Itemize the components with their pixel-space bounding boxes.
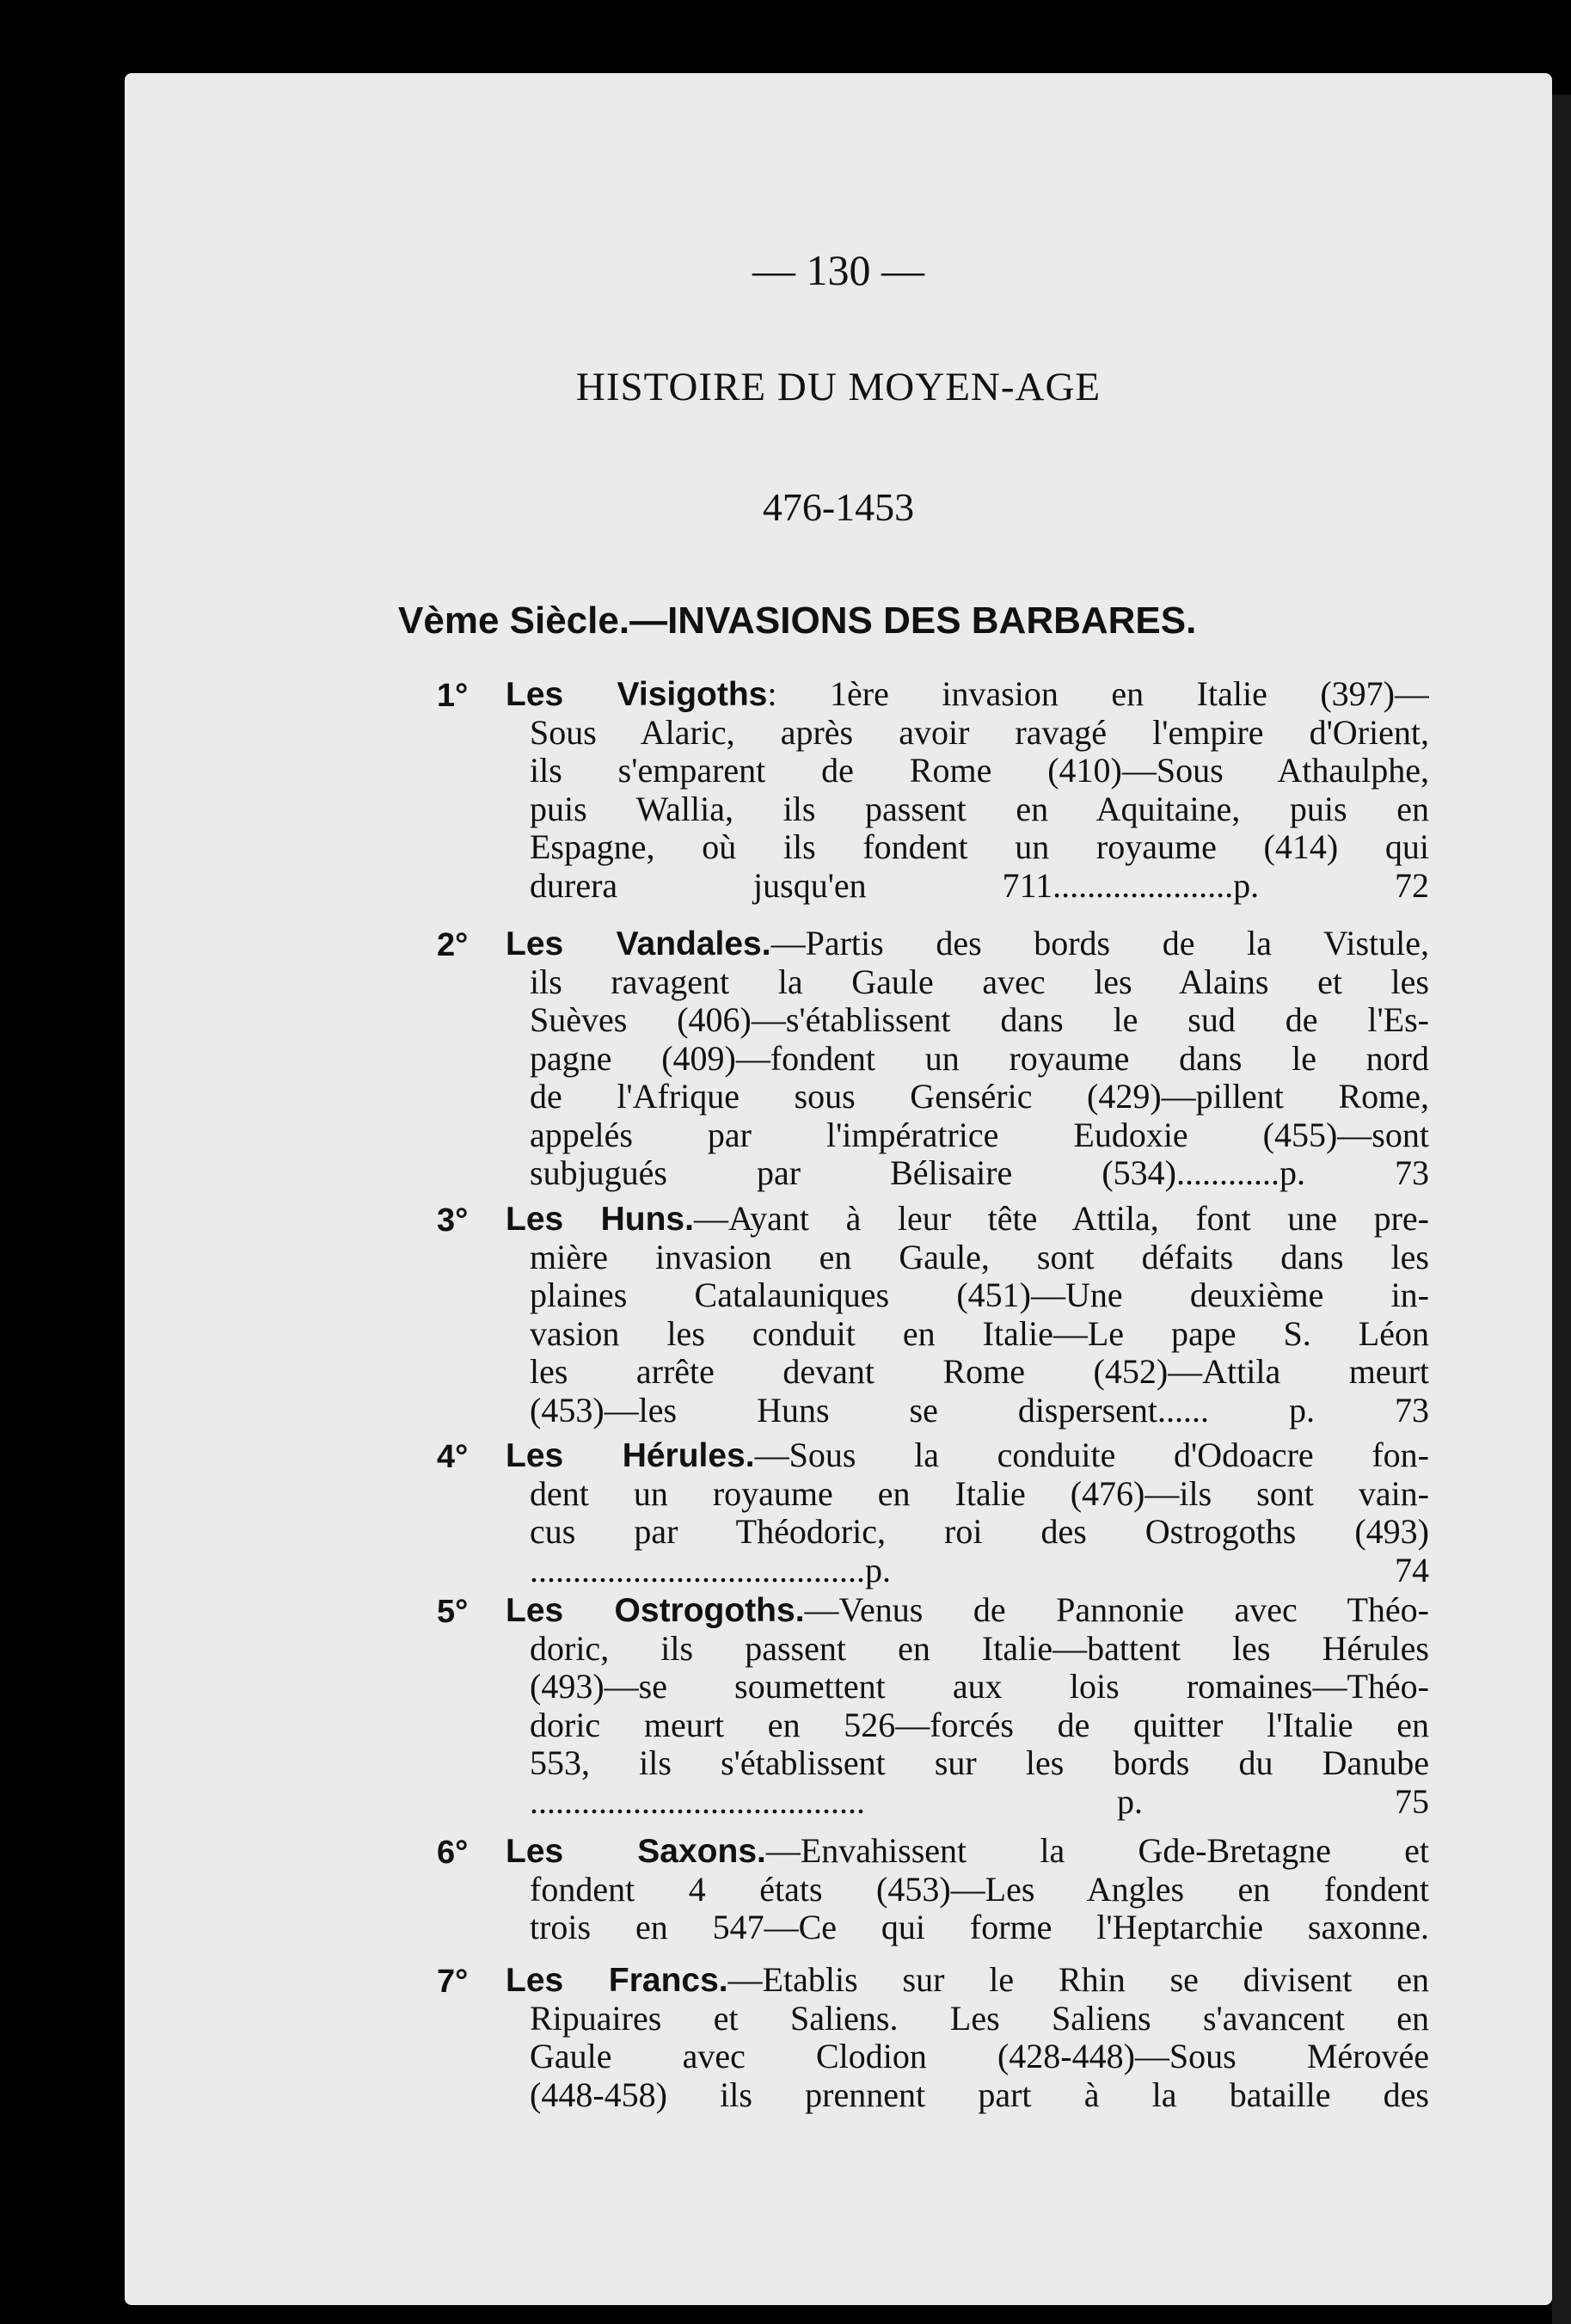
entry-text: Gaule avec Clodion (428-448)—Sous Mérovée xyxy=(530,2038,1429,2075)
entry-text: —Envahissent la Gde-Bretagne et xyxy=(765,1832,1429,1870)
entry-text: cus par Théodoric, roi des Ostrogoths (493) xyxy=(530,1513,1429,1551)
entry-name: Les Saxons. xyxy=(506,1833,766,1870)
entry-line xyxy=(506,1909,1429,1947)
entry-7 xyxy=(437,1961,1429,2114)
entry-line xyxy=(506,675,1429,714)
entry-text: —Ayant à leur tête Attila, font une pre- xyxy=(693,1200,1429,1238)
entry-text: doric meurt en 526—forcés de quitter l'Italie en xyxy=(530,1706,1429,1744)
entry-name: Les Visigoths xyxy=(506,676,768,713)
entry-name: Les Vandales. xyxy=(506,925,771,962)
entry-text: doric, ils passent en Italie—battent les Hérules xyxy=(530,1629,1429,1668)
entry-text: —Sous la conduite d'Odoacre fon- xyxy=(754,1436,1429,1474)
entry-line xyxy=(506,1436,1429,1475)
entry-4 xyxy=(437,1436,1429,1589)
entry-line xyxy=(506,1116,1429,1155)
entry-6 xyxy=(437,1832,1429,1947)
entry-line xyxy=(506,867,1429,906)
entry-line xyxy=(506,1513,1429,1552)
entry-line xyxy=(506,1200,1429,1239)
entry-text: fondent 4 états (453)—Les Angles en fondent xyxy=(530,1870,1429,1909)
entry-line xyxy=(506,1832,1429,1871)
entry-text: —Etablis sur le Rhin se divisent en xyxy=(727,1961,1429,1999)
entry-text: puis Wallia, ils passent en Aquitaine, puis en xyxy=(530,790,1429,828)
entry-line xyxy=(506,1706,1429,1745)
entry-text: : 1ère invasion en Italie (397)— xyxy=(767,675,1429,713)
entry-line xyxy=(506,1668,1429,1706)
entry-text: les arrête devant Rome (452)—Attila meurt xyxy=(530,1353,1429,1391)
entry-text: Sous Alaric, après avoir ravagé l'empire d'Orient, xyxy=(530,713,1429,752)
century-heading: Vème Siècle.—INVASIONS DES BARBARES. xyxy=(398,599,1197,642)
entry-line xyxy=(506,1744,1429,1783)
entry-line xyxy=(506,1154,1429,1193)
entry-line xyxy=(506,1783,1429,1822)
entry-line xyxy=(506,1392,1429,1430)
entry-5 xyxy=(437,1591,1429,1821)
entry-line xyxy=(506,1591,1429,1630)
entry-list xyxy=(125,73,1552,2305)
entry-line xyxy=(506,1353,1429,1392)
entry-name: Les Ostrogoths. xyxy=(506,1592,805,1629)
entry-text: ils s'emparent de Rome (410)—Sous Athaulphe, xyxy=(530,752,1429,790)
entry-line xyxy=(506,1001,1429,1040)
entry-line xyxy=(506,1871,1429,1909)
entry-line xyxy=(506,1078,1429,1116)
entry-line xyxy=(506,1276,1429,1315)
entry-text: 553, ils s'établissent sur les bords du Danube xyxy=(530,1744,1429,1782)
entry-text: .......................................p. 74 xyxy=(530,1551,1429,1589)
entry-line xyxy=(506,1630,1429,1669)
entry-text: appelés par l'impératrice Eudoxie (455)—sont xyxy=(530,1116,1429,1154)
entry-line xyxy=(506,790,1429,829)
entry-text: trois en 547—Ce qui forme l'Heptarchie saxonne. xyxy=(530,1909,1429,1946)
entry-line xyxy=(506,1315,1429,1354)
entry-number: 2° xyxy=(437,927,469,963)
document-page xyxy=(125,73,1552,2305)
entry-line xyxy=(506,2038,1429,2076)
entry-text: (493)—se soumettent aux lois romaines—Théo- xyxy=(530,1668,1429,1706)
entry-text: Ripuaires et Saliens. Les Saliens s'avancent en xyxy=(530,1999,1429,2038)
entry-line xyxy=(506,1552,1429,1590)
entry-text: ....................................... p. 75 xyxy=(530,1782,1429,1821)
entry-text: dent un royaume en Italie (476)—ils sont vain- xyxy=(530,1474,1429,1513)
entry-line xyxy=(506,2000,1429,2038)
entry-text: vasion les conduit en Italie—Le pape S. Léon xyxy=(530,1314,1429,1353)
entry-text: mière invasion en Gaule, sont défaits dans les xyxy=(530,1238,1429,1276)
entry-number: 5° xyxy=(437,1594,469,1630)
entry-text: (453)—les Huns se dispersent...... p. 73 xyxy=(530,1391,1429,1429)
entry-text: ils ravagent la Gaule avec les Alains et les xyxy=(530,962,1429,1001)
entry-name: Les Hérules. xyxy=(506,1437,755,1474)
scan-edge xyxy=(1552,95,1571,2324)
entry-text: —Partis des bords de la Vistule, xyxy=(770,925,1429,962)
entry-text: de l'Afrique sous Genséric (429)—pillent Rome, xyxy=(530,1078,1429,1116)
entry-line xyxy=(506,752,1429,790)
entry-number: 6° xyxy=(437,1835,469,1871)
book-title: HISTOIRE DU MOYEN-AGE xyxy=(575,365,1102,409)
period-range: 476-1453 xyxy=(762,485,915,529)
entry-text: durera jusqu'en 711.....................p. 72 xyxy=(530,866,1429,905)
entry-line xyxy=(506,1239,1429,1277)
entry-line xyxy=(506,714,1429,753)
entry-number: 1° xyxy=(437,678,469,714)
entry-line xyxy=(506,828,1429,867)
entry-text: —Venus de Pannonie avec Théo- xyxy=(804,1591,1429,1629)
entry-number: 4° xyxy=(437,1439,469,1475)
entry-name: Les Francs. xyxy=(506,1962,728,1999)
entry-line xyxy=(506,2076,1429,2115)
entry-line xyxy=(506,1040,1429,1079)
page-number: — 130 — xyxy=(752,246,924,294)
entry-line xyxy=(506,925,1429,963)
entry-text: plaines Catalauniques (451)—Une deuxième in- xyxy=(530,1276,1429,1314)
entry-line xyxy=(506,1475,1429,1514)
entry-number: 7° xyxy=(437,1964,469,2000)
entry-text: pagne (409)—fondent un royaume dans le nord xyxy=(530,1039,1429,1078)
entry-number: 3° xyxy=(437,1202,469,1239)
entry-line xyxy=(506,963,1429,1002)
entry-text: (448-458) ils prennent part à la bataille des xyxy=(530,2075,1429,2114)
entry-text: Espagne, où ils fondent un royaume (414) qui xyxy=(530,828,1429,866)
entry-1 xyxy=(437,675,1429,905)
entry-line xyxy=(506,1961,1429,2000)
entry-name: Les Huns. xyxy=(506,1201,694,1238)
entry-2 xyxy=(437,925,1429,1193)
entry-3 xyxy=(437,1200,1429,1429)
entry-text: Suèves (406)—s'établissent dans le sud de l'Es- xyxy=(530,1001,1429,1039)
entry-text: subjugués par Bélisaire (534)............p. 73 xyxy=(530,1154,1429,1192)
